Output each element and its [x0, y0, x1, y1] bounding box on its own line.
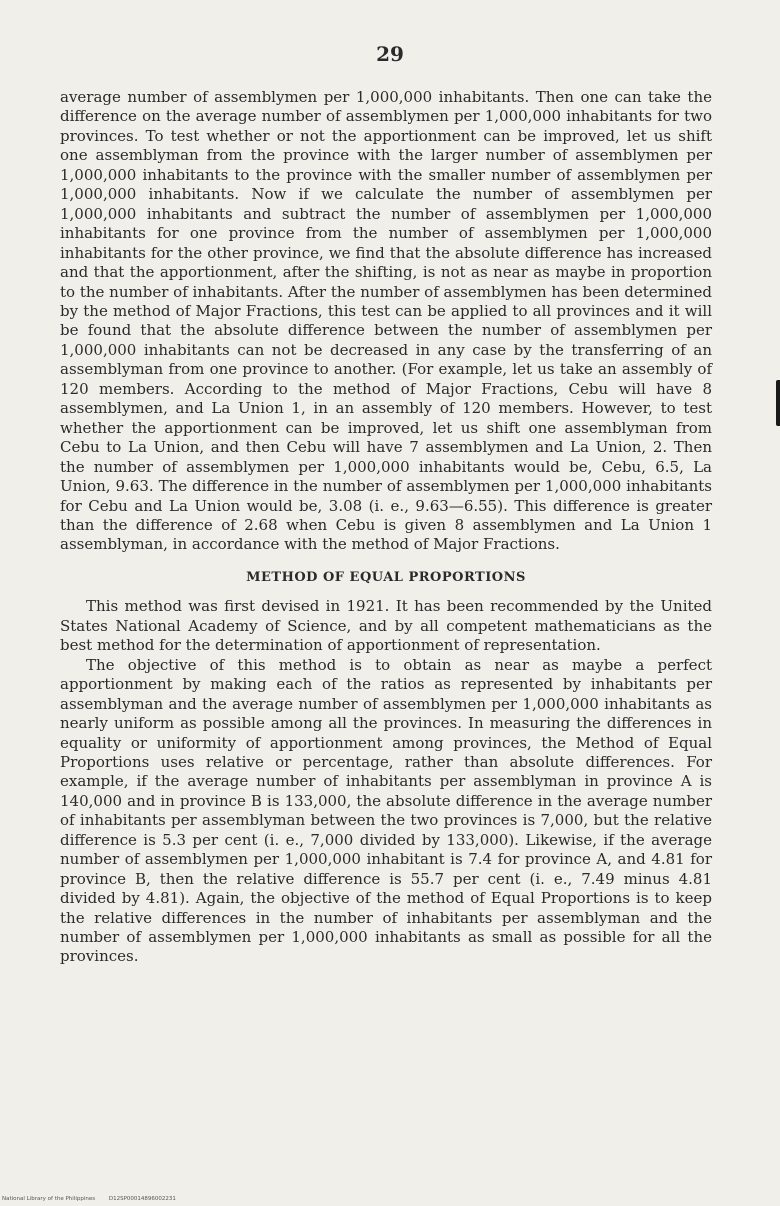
page-number: 29 [376, 42, 404, 66]
section-heading: METHOD OF EQUAL PROPORTIONS [246, 569, 526, 585]
footer-library: National Library of the Philippines [2, 1196, 96, 1202]
footer [2, 1196, 188, 1202]
page-edge-mark [776, 380, 780, 426]
footer-identifier: D12SP00014896002231 [108, 1196, 176, 1202]
body-text [60, 88, 712, 967]
paragraph-method-intro: This method was first devised in 1921. It has been recommended by the United States National Academy of Science, and by all competent mathematicians as the best method for the determination of apportionment of representation. [60, 597, 712, 655]
paragraph-continuation: average number of assemblymen per 1,000,000 inhabitants. Then one can take the difference on the average number of assemblymen per 1,000,000 inhabitants for two provinces. To test whether or not the apportionment can be improved, let us shift one assemblyman from the province with the larger number of assemblymen per 1,000,000 inhabitants to the province with the smaller number of assemblymen per 1,000,000 inhabitants. Now if we calculate the number of assemblymen per 1,000,000 inhabitants and subtract the number of assemblymen per 1,000,000 inhabitants for one province from the number of assemblymen per 1,000,000 inhabitants for the other province, we find that the absolute difference has increased and that the apportionment, after the shifting, is not as near as maybe in proportion to the number of inhabitants. After the number of assemblymen has been determined by the method of Major Fractions, this test can be applied to all provinces and it will be found that the absolute difference between the number of assemblymen per 1,000,000 inhabitants can not be decreased in any case by the transferring of an assemblyman from one province to another. (For example, let us take an assembly of 120 members. According to the method of Major Fractions, Cebu will have 8 assemblymen, and La Union 1, in an assembly of 120 members. However, to test whether the apportionment can be improved, let us shift one assemblyman from Cebu to La Union, and then Cebu will have 7 assemblymen and La Union, 2. Then the number of assemblymen per 1,000,000 inhabitants would be, Cebu, 6.5, La Union, 9.63. The difference in the number of assemblymen per 1,000,000 inhabitants for Cebu and La Union would be, 3.08 (i. e., 9.63—6.55). This difference is greater than the difference of 2.68 when Cebu is given 8 assemblymen and La Union 1 assemblyman, in accordance with the method of Major Fractions. [60, 88, 712, 554]
paragraph-method-objective: The objective of this method is to obtain as near as maybe a perfect apportionment by making each of the ratios as represented by inhabitants per assemblyman and the average number of assemblymen per 1,000,000 inhabitants as nearly uniform as possible among all the provinces. In measuring the differences in equality or uniformity of apportionment among provinces, the Method of Equal Proportions uses relative or percentage, rather than absolute differences. For example, if the average number of inhabitants per assemblyman in province A is 140,000 and in province B is 133,000, the absolute difference in the average number of inhabitants per assemblyman between the two provinces is 7,000, but the relative difference is 5.3 per cent (i. e., 7,000 divided by 133,000). Likewise, if the average number of assemblymen per 1,000,000 inhabitant is 7.4 for province A, and 4.81 for province B, then the relative difference is 55.7 per cent (i. e., 7.49 minus 4.81 divided by 4.81). Again, the objective of the method of Equal Proportions is to keep the relative differences in the number of inhabitants per assemblyman and the number of assemblymen per 1,000,000 inhabitants as small as possible for all the provinces. [60, 655, 712, 966]
